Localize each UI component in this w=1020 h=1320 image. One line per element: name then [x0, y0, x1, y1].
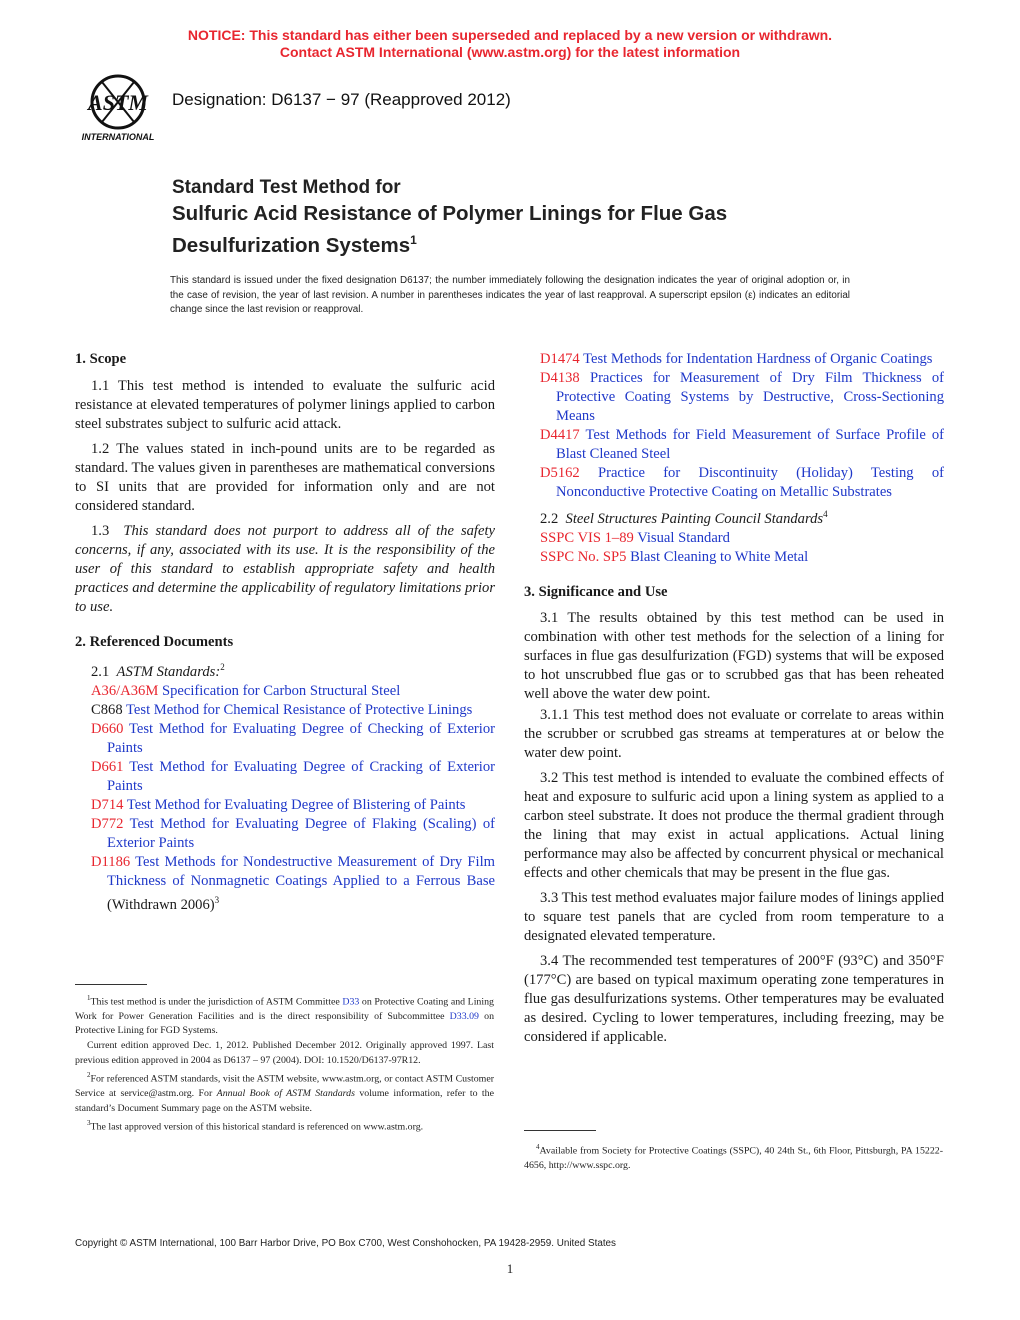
footnote-1-edition: Current edition approved Dec. 1, 2012. Published December 2012. Originally approved 1997. Last previous edition approved in 2004 as D6137 – 97 (2004). DOI: 10.1520/D6137-97R12.	[75, 1040, 494, 1066]
page-number: 1	[506, 1261, 514, 1276]
left-column	[75, 350, 495, 915]
subsection-2-2-sup: 4	[823, 509, 828, 519]
committee-link[interactable]: D33	[342, 996, 360, 1008]
ref-title[interactable]: Test Methods for Indentation Hardness of Organic Coatings	[583, 351, 933, 367]
ref-title[interactable]: Practices for Measurement of Dry Film Thickness of Protective Coating Systems by Destructive, Cross-Sectioning Means	[556, 370, 944, 424]
supersede-notice	[0, 27, 1020, 61]
footnote-2-text-b: volume information, refer to the standard’s Document Summary page on the ASTM website.	[75, 1088, 494, 1114]
ref-sup: 3	[214, 894, 220, 905]
ref-code[interactable]: D661	[91, 758, 124, 775]
preamble: This standard is issued under the fixed designation D6137; the number immediately following the designation indicates the year of original adoption or, in the case of revision, the year of last revision. A number in parentheses indicates the year of last reapproval. A superscript epsilon (ε) indicates an editorial change since the last revision or reapproval.	[170, 275, 850, 316]
footnote-4-text: Available from Society for Protective Coatings (SSPC), 40 24th St., 6th Floor, Pittsburgh, PA 15222-4656, http://www.sspc.org.	[524, 1145, 943, 1171]
footnote-1-text-b: on Protective Coating and Lining Work for Power Generation Facilities and is the direct responsibility of Subcommittee	[75, 996, 494, 1022]
title-line-3	[172, 227, 892, 259]
ref-title[interactable]: Practice for Discontinuity (Holiday) Testing of Nonconductive Protective Coating on Metallic Substrates	[556, 465, 944, 500]
para-3-4: 3.4 The recommended test temperatures of 200°F (93°C) and 350°F (177°C) are based on typical maximum operating zone temperatures in flue gas desulfurizations systems. Other temperatures may be evaluated as desired. Cycling to lower temperatures, including freezing, may be considered if applicable.	[524, 952, 944, 1045]
ref-d1186[interactable]	[75, 853, 495, 915]
footnote-2-text-a: For referenced ASTM standards, visit the ASTM website, www.astm.org, or contact ASTM Customer Service at service@astm.org. For	[75, 1073, 494, 1100]
subsection-2-2-num: 2.2	[540, 510, 559, 527]
ref-code[interactable]: SSPC VIS 1–89	[540, 529, 634, 546]
section-3-heading: 3. Significance and Use	[524, 583, 668, 600]
ref-d4417[interactable]	[524, 426, 944, 464]
title-footnote-mark: 1	[410, 233, 417, 247]
ref-d1474[interactable]	[524, 350, 944, 369]
ref-code[interactable]: D4138	[540, 370, 580, 386]
ref-d772[interactable]	[75, 815, 495, 853]
ref-title[interactable]: Specification for Carbon Structural Steel	[161, 682, 401, 699]
footnote-divider-right	[524, 1130, 596, 1131]
ref-title[interactable]: Test Method for Evaluating Degree of Cracking of Exterior Paints	[107, 758, 495, 794]
ref-d714[interactable]	[75, 796, 495, 815]
footnote-3	[75, 1116, 494, 1135]
para-1-1: 1.1 This test method is intended to evaluate the sulfuric acid resistance at elevated temperatures of polymer linings applied to carbon steel substrates subject to sulfuric acid attack.	[75, 378, 495, 432]
ref-title[interactable]: Blast Cleaning to White Metal	[630, 548, 809, 565]
ref-code[interactable]: A36/A36M	[91, 682, 159, 699]
logo-subtext: INTERNATIONAL	[81, 132, 155, 142]
subsection-2-2-label: Steel Structures Painting Council Standards	[565, 510, 824, 527]
para-1-3-num: 1.3	[91, 523, 110, 539]
footnote-divider-left	[75, 984, 147, 985]
para-1-2: 1.2 The values stated in inch-pound units are to be regarded as standard. The values given in parentheses are mathematical conversions to SI units that are provided for information only and are not considered standard.	[75, 441, 495, 514]
ref-code[interactable]: D1474	[540, 351, 580, 367]
para-3-1: 3.1 The results obtained by this test method can be used in combination with other test methods for the selection of a lining for surfaces in flue gas desulfurization (FGD) systems that will be exposed to hot unscrubbed flue gas or to scrubbed gas that has been reheated well above the water dew point.	[524, 609, 944, 702]
subsection-2-1-sup: 2	[220, 662, 225, 672]
ref-title[interactable]: Test Methods for Nondestructive Measurement of Dry Film Thickness of Nonmagnetic Coatings Applied to a Ferrous Base	[107, 853, 495, 889]
astm-logo	[73, 72, 163, 144]
ref-title[interactable]: Test Method for Evaluating Degree of Blistering of Paints	[126, 796, 466, 813]
logo-text: ASTM	[88, 90, 148, 115]
footnote-1	[75, 991, 494, 1039]
document-title	[172, 176, 892, 259]
footnote-4	[524, 1140, 943, 1173]
ref-d661[interactable]	[75, 758, 495, 796]
ref-d660[interactable]	[75, 720, 495, 758]
subsection-2-1-label: ASTM Standards:	[116, 663, 221, 680]
section-1-heading: 1. Scope	[75, 351, 127, 367]
footnote-4-mark: 4	[536, 1143, 540, 1151]
ref-title[interactable]: Test Method for Evaluating Degree of Checking of Exterior Paints	[107, 720, 496, 756]
ref-code[interactable]: D660	[91, 720, 124, 737]
ref-title[interactable]: Test Method for Evaluating Degree of Flaking (Scaling) of Exterior Paints	[107, 815, 495, 851]
footnote-2-italic: Annual Book of ASTM Standards	[216, 1088, 355, 1100]
ref-sspc-sp5[interactable]	[524, 548, 944, 567]
ref-code[interactable]: D4417	[540, 427, 580, 443]
footnote-3-mark: 3	[87, 1119, 91, 1128]
ref-code[interactable]: D1186	[91, 853, 131, 870]
ref-title[interactable]: Test Methods for Field Measurement of Surface Profile of Blast Cleaned Steel	[556, 427, 944, 462]
notice-line-2: Contact ASTM International (www.astm.org) for the latest information	[279, 44, 741, 60]
ref-code[interactable]: D5162	[540, 465, 580, 481]
subsection-2-2	[524, 505, 944, 529]
designation: Designation: D6137 − 97 (Reapproved 2012)	[172, 90, 511, 109]
subsection-2-1	[75, 658, 495, 682]
copyright-line: Copyright © ASTM International, 100 Barr Harbor Drive, PO Box C700, West Conshohocken, PA 19428-2959. United States	[75, 1238, 616, 1249]
title-line-1: Standard Test Method for	[172, 177, 401, 198]
ref-title[interactable]: Test Method for Chemical Resistance of Protective Linings	[126, 701, 473, 718]
para-1-3	[75, 522, 495, 617]
footnote-1-mark: 1	[87, 994, 91, 1002]
ref-d4138[interactable]	[524, 369, 944, 426]
para-3-2: 3.2 This test method is intended to evaluate the combined effects of heat and exposure to sulfuric acid upon a lining system as applied to a carbon steel substrate. It does not produce the thermal gradient through the lining that may exist in actual applications. Actual lining performance may also be affected by concurrent physical or mechanical effects and other chemicals that may be present in the flue gas.	[524, 769, 944, 881]
subsection-2-1-num: 2.1	[91, 663, 110, 680]
title-line-2: Sulfuric Acid Resistance of Polymer Linings for Flue Gas	[172, 202, 728, 225]
ref-sspc-vis[interactable]	[524, 529, 944, 548]
ref-c868[interactable]	[75, 701, 495, 720]
footnote-1-text-a: This test method is under the jurisdiction of ASTM Committee	[90, 996, 343, 1008]
ref-a36[interactable]	[75, 682, 495, 701]
ref-note: (Withdrawn 2006)	[107, 896, 215, 913]
footnotes-left	[75, 991, 494, 1135]
title-line-3-text: Desulfurization Systems	[172, 233, 411, 257]
footnote-2	[75, 1068, 494, 1116]
footnote-2-mark: 2	[87, 1071, 91, 1080]
section-2-heading: 2. Referenced Documents	[75, 634, 234, 650]
ref-code: C868	[91, 701, 123, 718]
ref-d5162[interactable]	[524, 464, 944, 502]
ref-title[interactable]: Visual Standard	[637, 529, 730, 546]
ref-code[interactable]: D714	[91, 796, 124, 813]
para-3-3: 3.3 This test method evaluates major failure modes of linings applied to square test panels that are cycled from room temperature to a designated elevated temperature.	[524, 889, 944, 944]
subcommittee-link[interactable]: D33.09	[449, 1010, 479, 1022]
notice-line-1: NOTICE: This standard has either been superseded and replaced by a new version or withdrawn.	[187, 27, 833, 43]
footnote-3-text: The last approved version of this historical standard is referenced on www.astm.org.	[90, 1121, 424, 1133]
ref-code[interactable]: SSPC No. SP5	[540, 548, 627, 565]
footnote-1-text-c: on Protective Lining for FGD Systems.	[75, 1010, 494, 1037]
para-3-1-1: 3.1.1 This test method does not evaluate or correlate to areas within the scrubber or scrubbed gas streams at temperatures at or below the water dew point.	[524, 706, 944, 761]
ref-code[interactable]: D772	[91, 815, 124, 832]
right-column	[524, 350, 944, 1047]
footnotes-right	[524, 1140, 943, 1173]
para-1-3-text: This standard does not purport to address all of the safety concerns, if any, associated with its use. It is the responsibility of the user of this standard to establish appropriate safety and health practices and determine the applicability of regulatory limitations prior to use.	[75, 523, 495, 615]
